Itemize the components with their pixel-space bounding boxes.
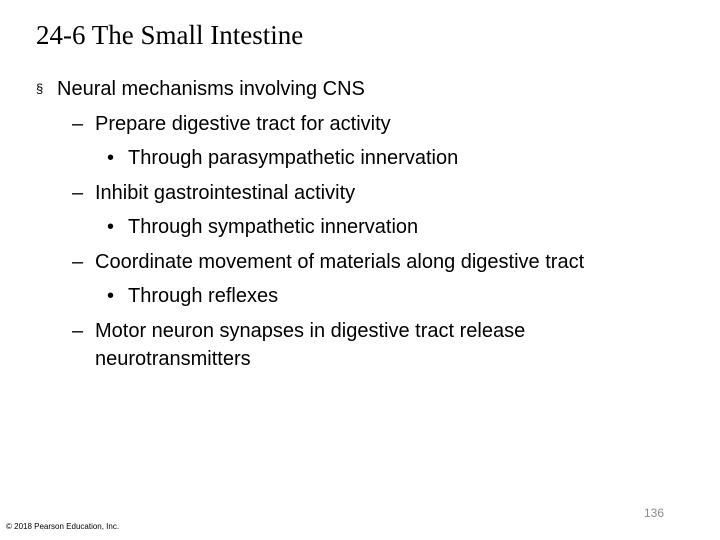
slide-title: 24-6 The Small Intestine <box>36 20 304 50</box>
bullet-text: Motor neuron synapses in digestive tract release <box>95 319 526 342</box>
bullet-item <box>36 314 706 349</box>
bullet-text: neurotransmitters <box>95 348 251 370</box>
bullet-text: Through sympathetic innervation <box>128 216 419 238</box>
square-bullet-icon: § <box>36 81 44 96</box>
bullet-text: Inhibit gastrointestinal activity <box>95 181 356 204</box>
dot-bullet-icon: • <box>107 147 115 169</box>
bullet-text: Prepare digestive tract for activity <box>95 112 391 135</box>
bullet-item <box>36 107 706 142</box>
bullet-item-continuation <box>36 344 706 374</box>
bullet-item <box>36 141 706 176</box>
dash-bullet-icon: – <box>72 250 84 273</box>
bullet-text: Through parasympathetic innervation <box>128 147 459 169</box>
bullet-item <box>36 210 706 245</box>
page-number: 136 <box>643 506 664 520</box>
dot-bullet-icon: • <box>107 285 115 307</box>
dash-bullet-icon: – <box>72 112 84 135</box>
dash-bullet-icon: – <box>72 181 84 204</box>
bullet-item <box>36 279 706 314</box>
bullet-list <box>36 72 706 374</box>
dash-bullet-icon: – <box>72 319 84 342</box>
bullet-text: Through reflexes <box>128 285 279 307</box>
copyright-notice: © 2018 Pearson Education, Inc. <box>6 522 120 531</box>
bullet-item <box>36 245 706 280</box>
bullet-item <box>36 176 706 211</box>
bullet-text: Coordinate movement of materials along digestive tract <box>95 250 585 273</box>
bullet-text: Neural mechanisms involving CNS <box>57 78 365 100</box>
dot-bullet-icon: • <box>107 216 115 238</box>
bullet-item <box>36 72 706 107</box>
